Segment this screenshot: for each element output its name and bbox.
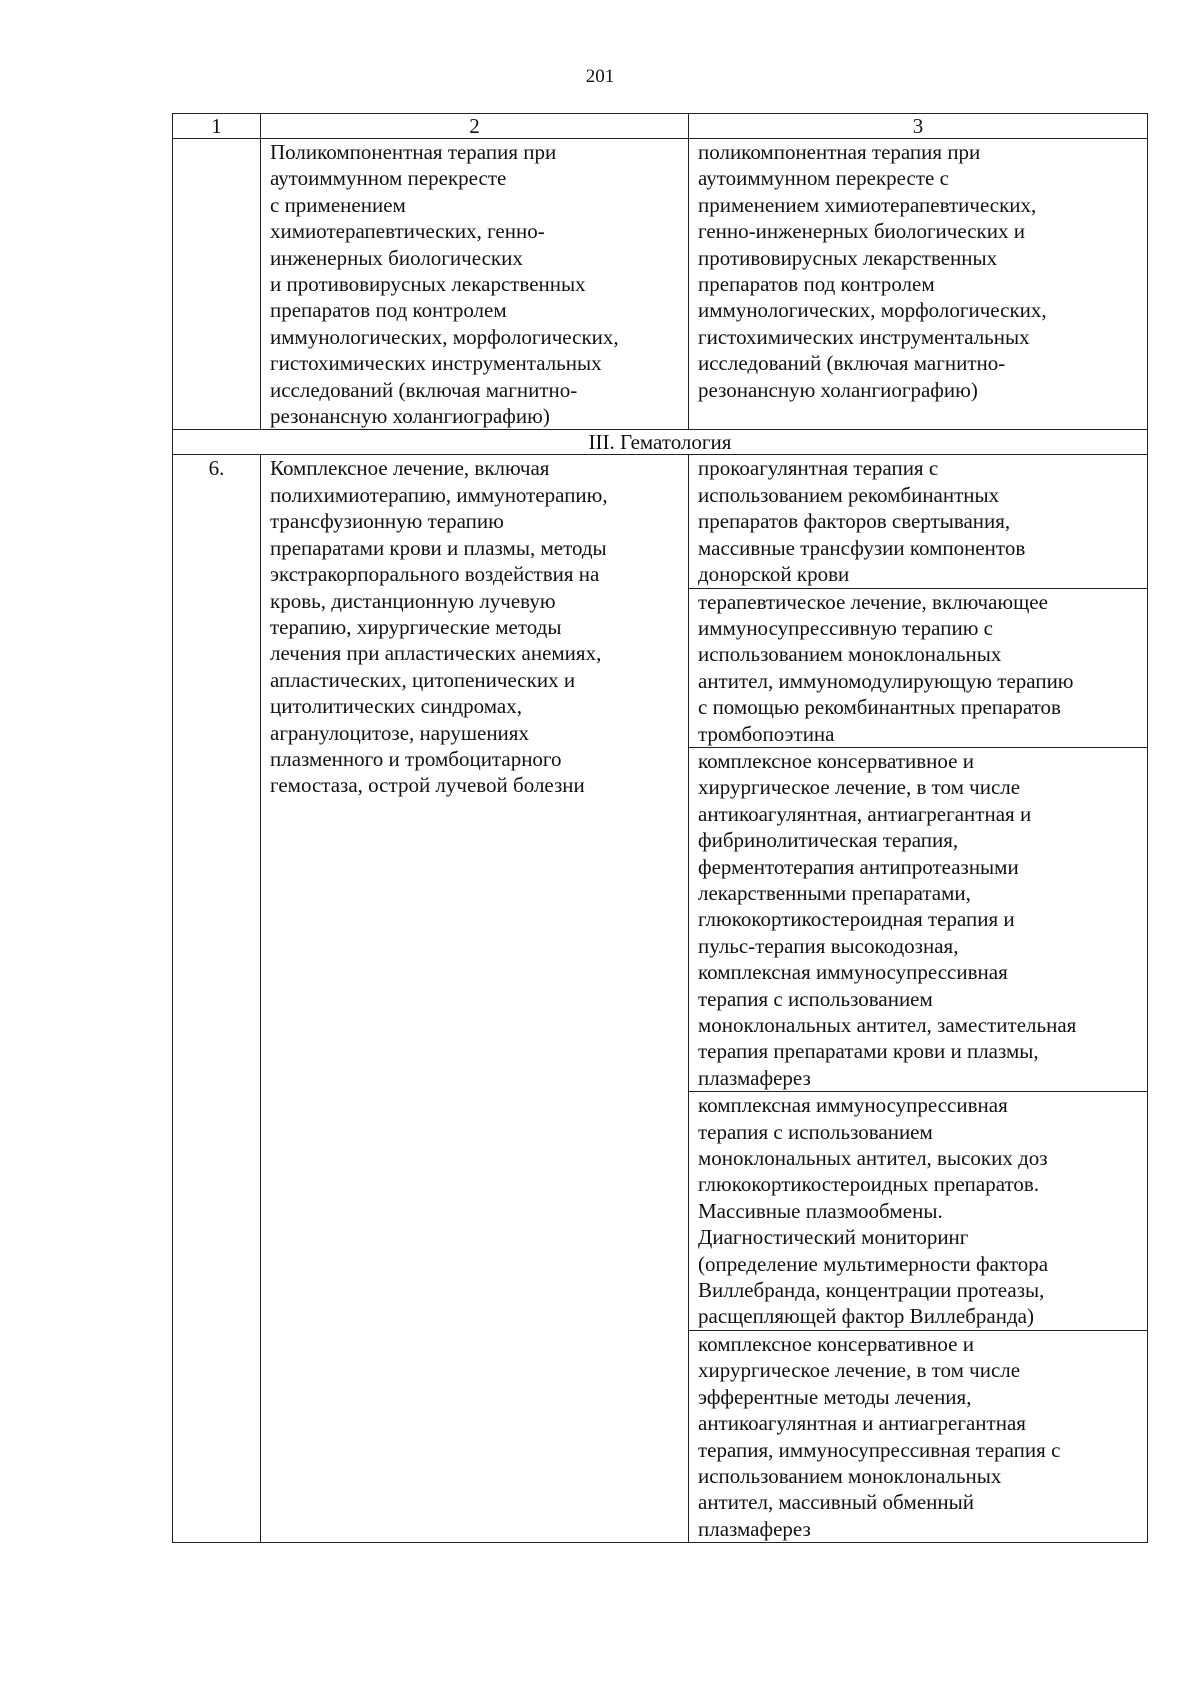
treatment-method-cell: терапевтическое лечение, включающее иммуносупрессивную терапию с использованием моноклональных антител, иммуномодулирующую терапию с помощью рекомбинантных препаратов тромбопоэтина — [689, 588, 1148, 747]
row-number-cell: 6. — [173, 455, 261, 1543]
section-title: III. Гематология — [173, 430, 1148, 455]
treatment-method-cell: комплексное консервативное и хирургическое лечение, в том числе антикоагулянтная, антиагрегантная и фибринолитическая терапия, ферментотерапия антипротеазными лекарственными препаратами, глюкокортикостероидная терапия и пульс-терапия высокодозная, комплексная иммуносупрессивная терапия с использованием моноклональных антител, заместительная терапия препаратами крови и плазмы, плазмаферез — [689, 747, 1148, 1091]
column-header-1: 1 — [173, 114, 261, 139]
table-row — [173, 139, 1148, 430]
disease-description-cell: Комплексное лечение, включая полихимиотерапию, иммунотерапию, трансфузионную терапию препаратами крови и плазмы, методы экстракорпорального воздействия на кровь, дистанционную лучевую терапию, хирургические методы лечения при апластических анемиях, апластических, цитопенических и цитолитических синдромах, агранулоцитозе, нарушениях плазменного и тромбоцитарного гемостаза, острой лучевой болезни — [261, 455, 689, 1543]
disease-description-cell: Поликомпонентная терапия при аутоиммунном перекресте с применением химиотерапевтических, генно- инженерных биологических и противовирусных лекарственных препаратов под контролем иммунологических, морфологических, гистохимических инструментальных исследований (включая магнитно- резонансную холангиографию) — [261, 139, 689, 430]
treatment-table — [172, 113, 1148, 1543]
section-heading-row — [173, 430, 1148, 455]
table-header-row — [173, 114, 1148, 139]
treatment-method-cell: комплексная иммуносупрессивная терапия с использованием моноклональных антител, высоких доз глюкокортикостероидных препаратов. Массивные плазмообмены. Диагностический мониторинг (определение мультимерности фактора Виллебранда, концентрации протеазы, расщепляющей фактор Виллебранда) — [689, 1092, 1148, 1331]
treatment-method-cell: поликомпонентная терапия при аутоиммунном перекресте с применением химиотерапевтических, генно-инженерных биологических и противовирусных лекарственных препаратов под контролем иммунологических, морфологических, гистохимических инструментальных исследований (включая магнитно- резонансную холангиографию) — [689, 139, 1148, 430]
treatment-method-cell: комплексное консервативное и хирургическое лечение, в том числе эфферентные методы лечения, антикоагулянтная и антиагрегантная терапия, иммуносупрессивная терапия с использованием моноклональных антител, массивный обменный плазмаферез — [689, 1330, 1148, 1542]
page-number: 201 — [585, 66, 615, 87]
table-row — [173, 455, 1148, 588]
row-number-cell — [173, 139, 261, 430]
column-header-2: 2 — [261, 114, 689, 139]
column-header-3: 3 — [689, 114, 1148, 139]
treatment-method-cell: прокоагулянтная терапия с использованием рекомбинантных препаратов факторов свертывания, массивные трансфузии компонентов донорской крови — [689, 455, 1148, 588]
